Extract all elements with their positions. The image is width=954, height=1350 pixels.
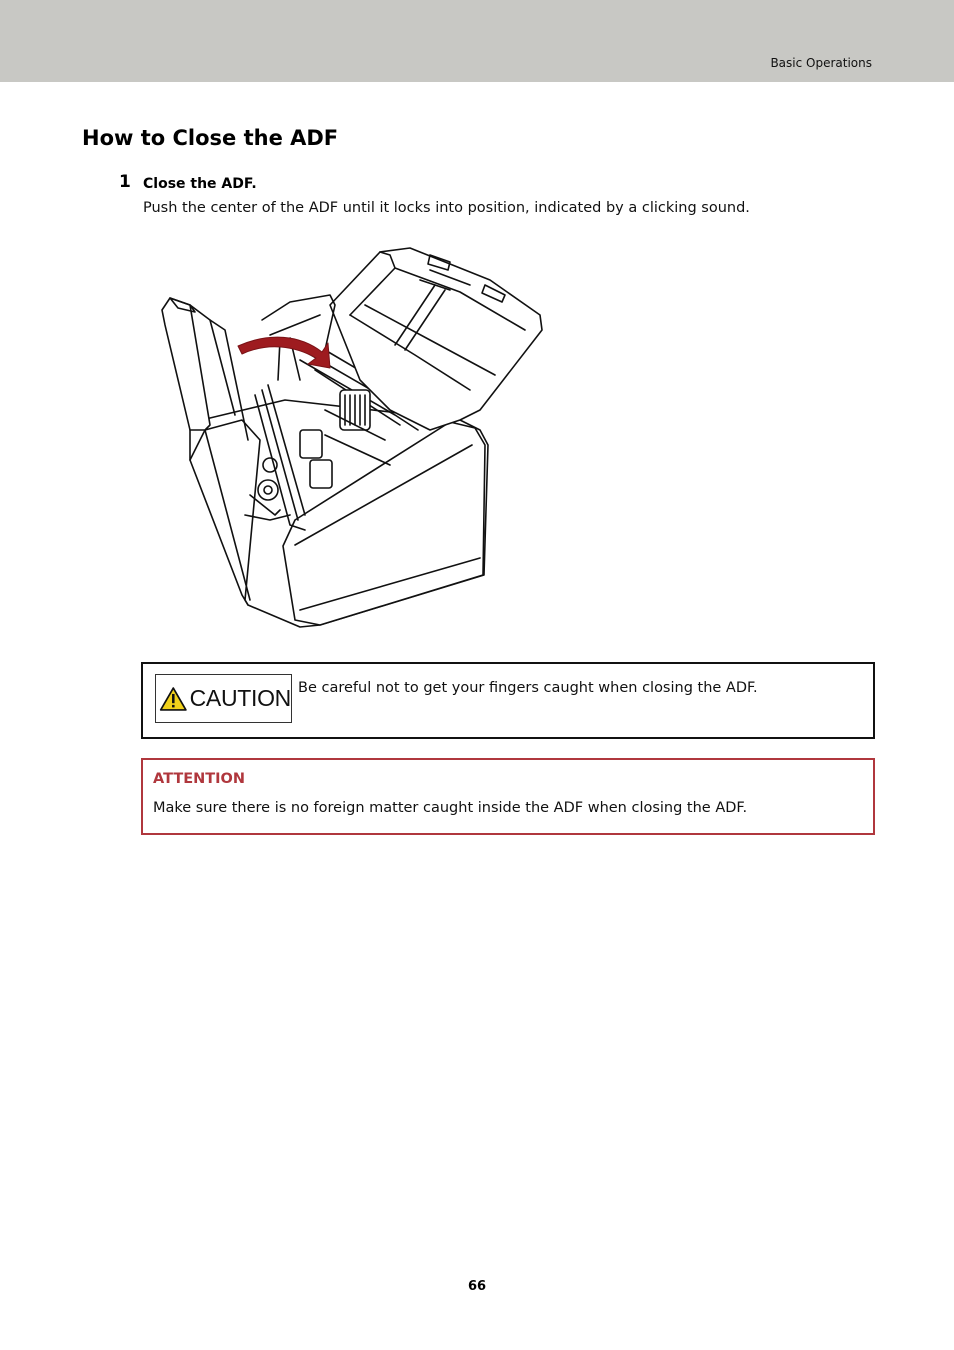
- header-band: [0, 0, 954, 82]
- caution-label: CAUTION: [189, 685, 291, 711]
- scanner-adf-closing-illustration: [150, 240, 550, 635]
- step-number: 1: [119, 172, 131, 192]
- attention-text: Make sure there is no foreign matter caught inside the ADF when closing the ADF.: [153, 800, 748, 816]
- caution-text: Be careful not to get your fingers caught when closing the ADF.: [298, 680, 758, 696]
- section-title: How to Close the ADF: [82, 126, 339, 150]
- header-section-title: Basic Operations: [770, 56, 872, 70]
- attention-title: ATTENTION: [153, 771, 245, 787]
- caution-label-box: [155, 674, 292, 723]
- step-heading: Close the ADF.: [143, 176, 257, 192]
- caution-box: [141, 662, 875, 739]
- warning-triangle-icon: [159, 684, 188, 714]
- page-number: 66: [467, 1279, 487, 1294]
- step-body: Push the center of the ADF until it locks into position, indicated by a clicking sound.: [143, 200, 750, 216]
- attention-box: [141, 758, 875, 835]
